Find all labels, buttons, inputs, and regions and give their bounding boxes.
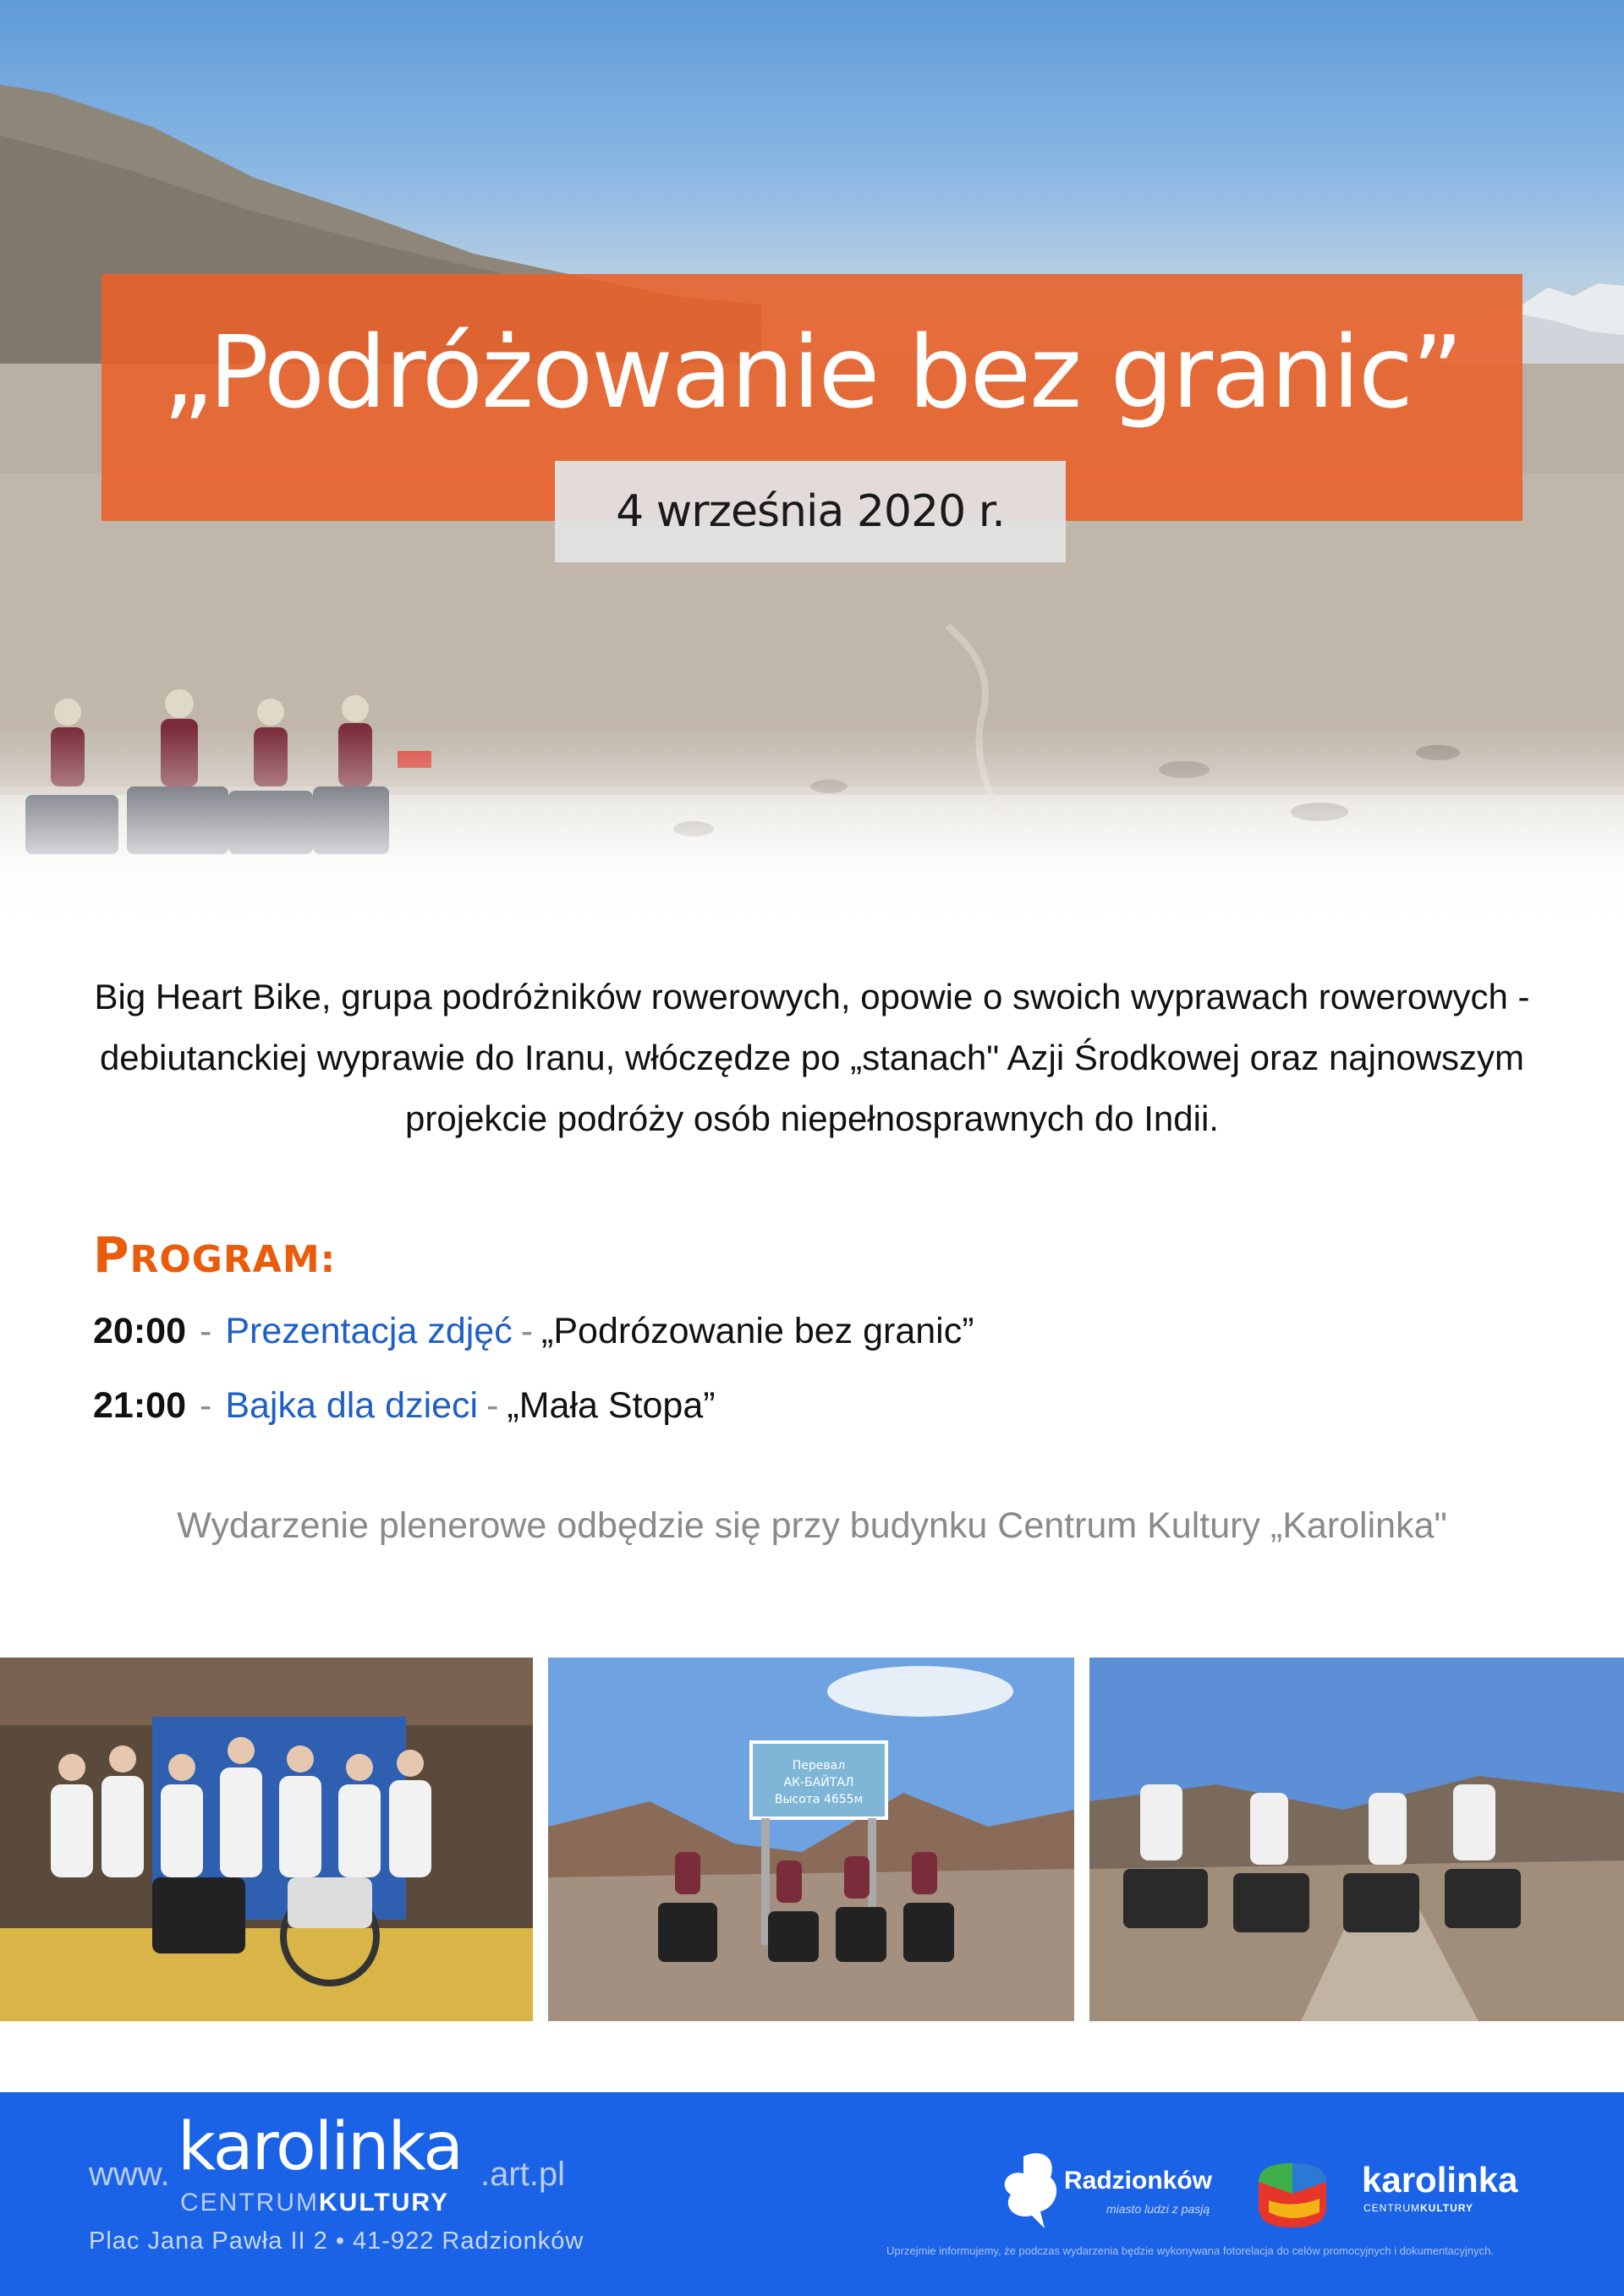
footer-domain: .art.pl [480, 2156, 566, 2193]
footer-brand[interactable]: karolinka [178, 2109, 463, 2185]
photo-pass-sign [548, 1658, 1074, 2021]
program-item [93, 1311, 974, 1352]
hero-banner [0, 0, 1624, 939]
program-separator: - [486, 1385, 499, 1426]
program-item [93, 1385, 716, 1427]
program-title: „Mała Stopa” [507, 1385, 716, 1426]
center-subtitle: CENTRUMKULTURY [1363, 2202, 1473, 2214]
date-badge [555, 461, 1066, 562]
svg-text:АК-БАЙТАЛ: АК-БАЙТАЛ [783, 1776, 854, 1789]
program-separator: - [199, 1311, 212, 1351]
svg-text:Перевал: Перевал [792, 1759, 846, 1773]
footer [0, 2092, 1624, 2296]
photo-group-gym [0, 1658, 533, 2021]
footer-centrum-kultury: CENTRUMKULTURY [180, 2189, 449, 2217]
photo-cyclists-road [1089, 1658, 1624, 2021]
center-name: karolinka [1362, 2160, 1518, 2200]
karolinka-logo-icon [1252, 2156, 1333, 2231]
program-separator: - [199, 1385, 212, 1426]
program-activity: Prezentacja zdjęć [225, 1311, 513, 1351]
venue-note: Wydarzenie plenerowe odbędzie się przy budynku Centrum Kultury „Karolinka" [177, 1505, 1447, 1546]
program-separator: - [520, 1311, 534, 1351]
event-title: „Podróżowanie bez granic” [162, 314, 1462, 430]
photo-notice: Uprzejmie informujemy, że podczas wydarzenia będzie wykonywana fotorelacja do celów promocyjnych i dokumentacyjnych. [886, 2244, 1494, 2257]
event-description: Big Heart Bike, grupa podróżników rowerowych, opowie o swoich wyprawach rowerowych - debiutanckiej wyprawie do Iranu, włóczędze po „stanach" Azji Środkowej oraz najnowszym projekcie podróży osób niepełnosprawnych do Indii. [94, 977, 1530, 1138]
svg-text:Высота 4655м: Высота 4655м [774, 1793, 864, 1806]
hero-fade [0, 727, 1624, 939]
partner-name: Radzionków [1064, 2167, 1213, 2195]
program-heading: PROGRAM: [93, 1226, 337, 1284]
event-date: 4 września 2020 r. [616, 486, 1005, 537]
partner-tagline: miasto ludzi z pasją [1106, 2202, 1210, 2216]
program-activity: Bajka dla dzieci [225, 1385, 479, 1426]
footer-address: Plac Jana Pawła II 2 • 41-922 Radzionków [89, 2228, 584, 2255]
footer-www: www. [89, 2156, 170, 2193]
program-time: 21:00 [93, 1385, 186, 1426]
program-time: 20:00 [93, 1311, 186, 1351]
radzionkow-logo-icon [998, 2148, 1066, 2233]
program-title: „Podrózowanie bez granic” [541, 1311, 974, 1351]
